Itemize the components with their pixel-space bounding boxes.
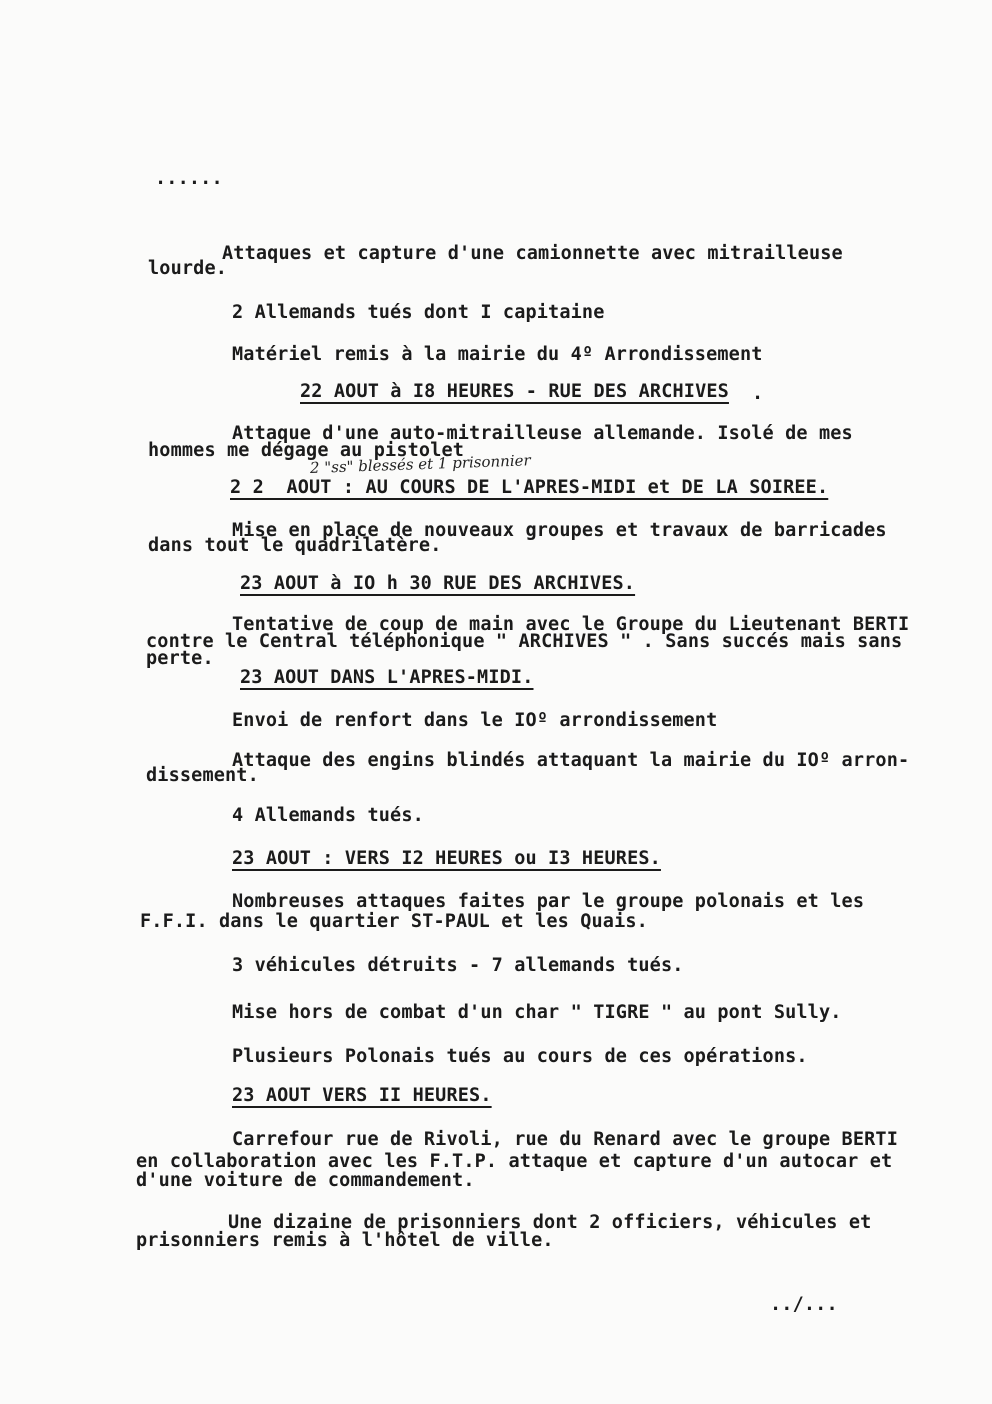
- top-ellipsis: ......: [155, 168, 223, 189]
- paragraph-line: Attaque des engins blindés attaquant la mairie du IOº arron-: [232, 750, 910, 771]
- paragraph-line: lourde.: [148, 258, 228, 279]
- paragraph-line: d'une voiture de commandement.: [136, 1170, 475, 1191]
- heading-trailing-dot: .: [752, 383, 764, 404]
- paragraph-line: Plusieurs Polonais tués au cours de ces opérations.: [232, 1046, 808, 1067]
- section-heading: 22 AOUT à I8 HEURES - RUE DES ARCHIVES: [300, 381, 729, 402]
- paragraph-line: Tentative de coup de main avec le Groupe du Lieutenant BERTI: [232, 614, 910, 635]
- paragraph-line: 4 Allemands tués.: [232, 805, 424, 826]
- continuation-mark: ../...: [770, 1294, 838, 1315]
- paragraph-line: contre le Central téléphonique " ARCHIVES " . Sans succés mais sans: [146, 631, 903, 652]
- paragraph-line: Mise hors de combat d'un char " TIGRE " au pont Sully.: [232, 1002, 842, 1023]
- paragraph-line: Attaque d'une auto-mitrailleuse allemande. Isolé de mes: [232, 423, 853, 444]
- paragraph-line: dissement.: [146, 765, 259, 786]
- paragraph-line: Nombreuses attaques faites par le groupe polonais et les: [232, 891, 865, 912]
- paragraph-line: Mise en place de nouveaux groupes et travaux de barricades: [232, 520, 887, 541]
- paragraph-line: Une dizaine de prisonniers dont 2 officiers, véhicules et: [228, 1212, 872, 1233]
- section-heading: 23 AOUT VERS II HEURES.: [232, 1085, 492, 1106]
- section-heading: 23 AOUT : VERS I2 HEURES ou I3 HEURES.: [232, 848, 661, 869]
- paragraph-line: Attaques et capture d'une camionnette avec mitrailleuse: [222, 243, 843, 264]
- section-heading: 23 AOUT DANS L'APRES-MIDI.: [240, 667, 534, 688]
- paragraph-line: prisonniers remis à l'hôtel de ville.: [136, 1230, 554, 1251]
- paragraph-line: dans tout le quadrilatère.: [148, 535, 442, 556]
- section-heading: 2 2 AOUT : AU COURS DE L'APRES-MIDI et DE LA SOIREE.: [230, 477, 829, 498]
- section-heading: 23 AOUT à IO h 30 RUE DES ARCHIVES.: [240, 573, 636, 594]
- paragraph-line: en collaboration avec les F.T.P. attaque et capture d'un autocar et: [136, 1151, 893, 1172]
- paragraph-line: Envoi de renfort dans le IOº arrondissement: [232, 710, 718, 731]
- paragraph-line: perte.: [146, 648, 214, 669]
- paragraph-line: 2 Allemands tués dont I capitaine: [232, 302, 605, 323]
- paragraph-line: F.F.I. dans le quartier ST-PAUL et les Quais.: [140, 911, 648, 932]
- handwritten-annotation: 2 "ss" blessés et 1 prisonnier: [309, 451, 531, 477]
- paragraph-line: Matériel remis à la mairie du 4º Arrondissement: [232, 344, 763, 365]
- paragraph-line: 3 véhicules détruits - 7 allemands tués.: [232, 955, 684, 976]
- paragraph-line: hommes me dégage au pistolet: [148, 440, 465, 461]
- paragraph-line: Carrefour rue de Rivoli, rue du Renard avec le groupe BERTI: [232, 1129, 898, 1150]
